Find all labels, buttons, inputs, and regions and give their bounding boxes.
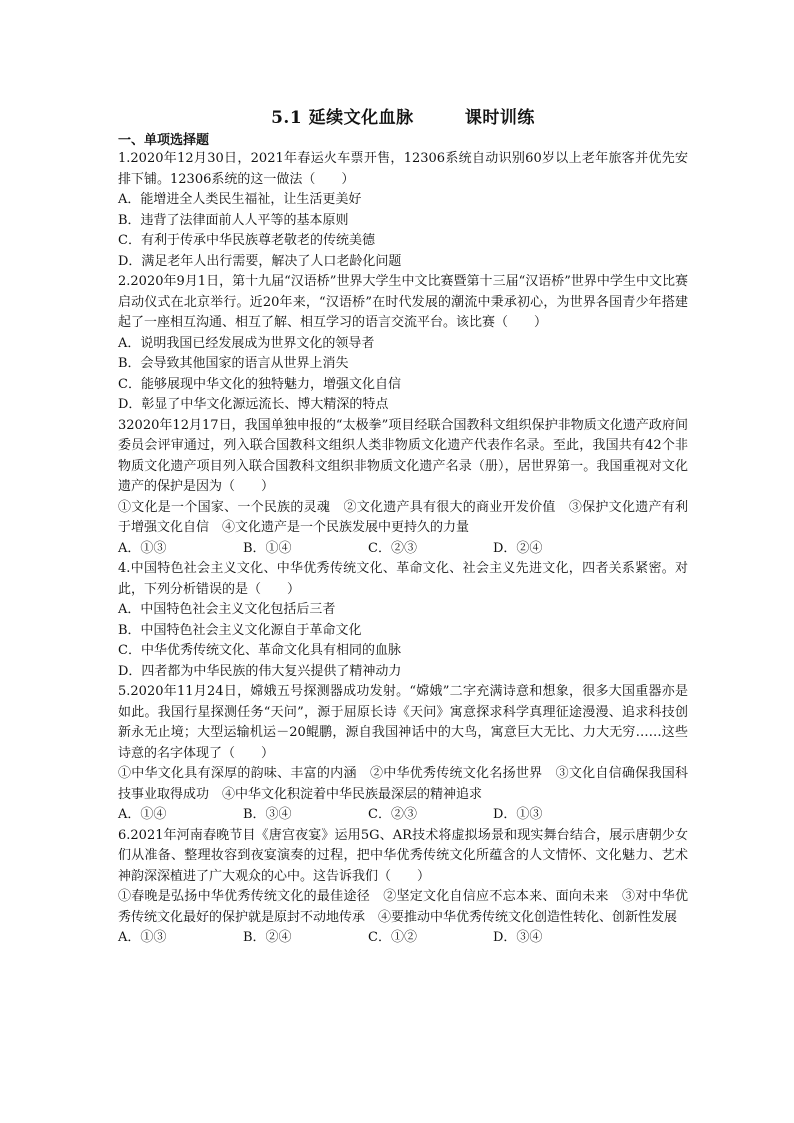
option-d: D．四者都为中华民族的伟大复兴提供了精神动力	[118, 663, 402, 679]
option-d: D．①③	[493, 807, 543, 822]
question-stem: 1.2020年12月30日，2021年春运火车票开售，12306系统自动识别60岁以上老年旅客并优先安排下铺。12306系统的这一做法（ ）	[118, 151, 688, 187]
section-heading: 一、单项选择题	[118, 133, 210, 148]
page-title: 5.1 延续文化血脉 课时训练	[271, 108, 535, 128]
option-c: C．①②	[368, 930, 417, 945]
question-5	[118, 682, 688, 826]
question-stem: 5.2020年11月24日，嫦娥五号探测器成功发射。“嫦娥”二字充满诗意和想象，很多大国重器亦是如此。我国行星探测任务“天问”，源于屈原长诗《天问》寓意探求科学真理征途漫漫、追求科技创新永无止境；大型运输机运－20鲲鹏，源自我国神话中的大鸟，寓意巨大无比、力大无穷……这些诗意的名字体现了（ ）	[118, 684, 688, 761]
option-a: A．说明我国已经发展成为世界文化的领导者	[118, 335, 375, 351]
option-d: D．彰显了中华文化源远流长、博大精深的特点	[118, 397, 389, 412]
question-stem: 4.中国特色社会主义文化、中华优秀传统文化、革命文化、社会主义先进文化，四者关系紧密。对此，下列分析错误的是（ ）	[118, 561, 688, 597]
question-stem: 32020年12月17日，我国单独申报的“太极拳”项目经联合国教科文组织保护非物质文化遗产政府间委员会评审通过，列入联合国教科文组织人类非物质文化遗产代表作名录。至此，我国共有42个非物质文化遗产项目列入联合国教科文组织非物质文化遗产名录（册），居世界第一。我国重视对文化遗产的保护是因为（ ）	[118, 417, 688, 494]
option-a: A．①③	[118, 540, 167, 556]
question-3	[118, 416, 688, 560]
option-b: B．①④	[243, 540, 292, 556]
worksheet-page	[118, 103, 688, 949]
option-c: C．能够展现中华文化的独特魅力，增强文化自信	[118, 376, 401, 392]
option-c: C．②③	[368, 540, 417, 556]
option-d: D．满足老年人出行需要，解决了人口老龄化问题	[118, 253, 402, 269]
option-a: A．能增进全人类民生福祉，让生活更美好	[118, 192, 362, 207]
option-a: A．中国特色社会主义文化包括后三者	[118, 602, 336, 617]
option-a: A．①③	[118, 930, 167, 945]
option-c: C．有利于传承中华民族尊老敬老的传统美德	[118, 233, 375, 248]
options-row	[118, 805, 688, 826]
option-c: C．中华优秀传统文化、革命文化具有相同的血脉	[118, 643, 401, 658]
question-4	[118, 559, 688, 682]
question-2	[118, 272, 688, 416]
option-d: D．②④	[493, 540, 543, 556]
question-stem: 6.2021年河南春晚节目《唐宫夜宴》运用5G、AR技术将虚拟场景和现实舞台结合，展示唐朝少女们从准备、整理妆容到夜宴演奏的过程，把中华优秀传统文化所蕴含的人文情怀、文化魅力、艺术神韵深深植进了广大观众的心中。这告诉我们（ ）	[118, 827, 688, 884]
option-b: B．中国特色社会主义文化源自于革命文化	[118, 622, 362, 638]
option-b: B．②④	[243, 930, 292, 945]
option-c: C．②③	[368, 807, 417, 822]
question-1	[118, 149, 688, 272]
option-b: B．违背了法律面前人人平等的基本原则	[118, 212, 349, 228]
option-b: B．③④	[243, 807, 292, 822]
question-6	[118, 826, 688, 949]
question-statements: ①春晚是弘扬中华优秀传统文化的最佳途径 ②坚定文化自信应不忘本来、面向未来 ③对中华优秀传统文化最好的保护就是原封不动地传承 ④要推动中华优秀传统文化创造性转化、创新性发展	[118, 889, 688, 925]
question-statements: ①中华文化具有深厚的韵味、丰富的内涵 ②中华优秀传统文化名扬世界 ③文化自信确保我国科技事业取得成功 ④中华文化积淀着中华民族最深层的精神追求	[118, 766, 688, 802]
question-stem: 2.2020年9月1日，第十九届“汉语桥”世界大学生中文比赛暨第十三届“汉语桥”世界中学生中文比赛启动仪式在北京举行。近20年来，“汉语桥”在时代发展的潮流中秉承初心，为世界各国青少年搭建起了一座相互沟通、相互了解、相互学习的语言交流平台。该比赛（ ）	[118, 274, 688, 330]
option-a: A．①④	[118, 807, 167, 822]
question-statements: ①文化是一个国家、一个民族的灵魂 ②文化遗产具有很大的商业开发价值 ③保护文化遗产有利于增强文化自信 ④文化遗产是一个民族发展中更持久的力量	[118, 499, 688, 535]
options-row	[118, 928, 688, 949]
option-d: D．③④	[493, 930, 543, 945]
option-b: B．会导致其他国家的语言从世界上消失	[118, 356, 349, 371]
options-row	[118, 539, 688, 560]
